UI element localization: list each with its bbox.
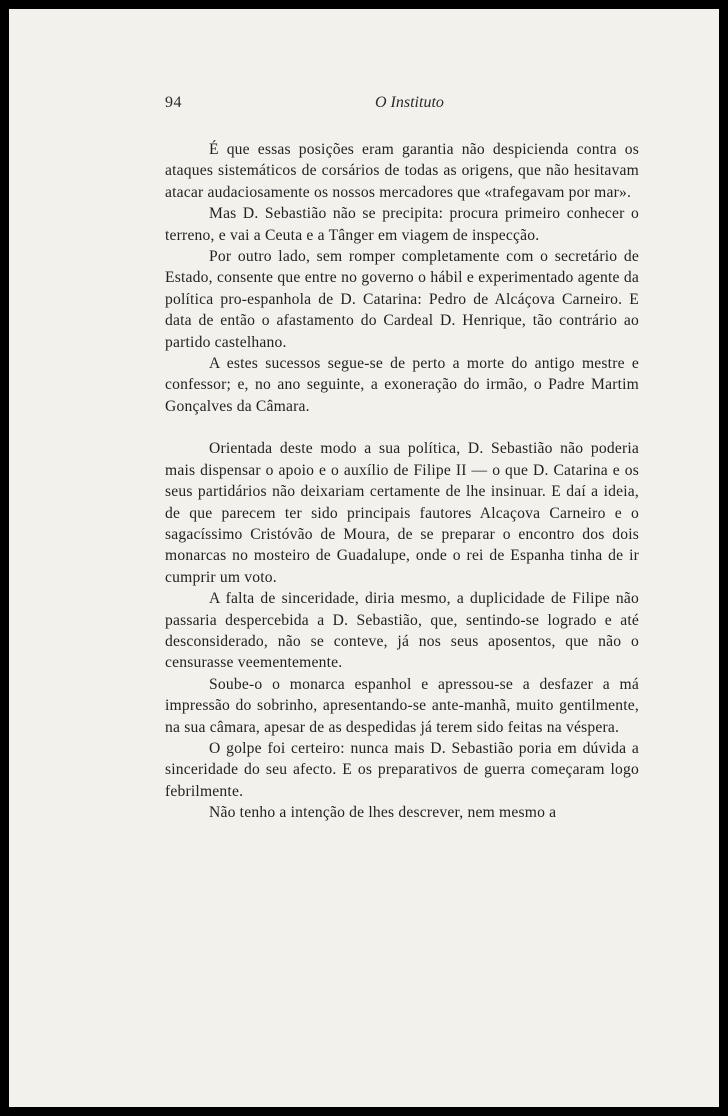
paragraph: Soube-o o monarca espanhol e apressou-se a desfazer a má impressão do sobrinho, apresentando-se ante-manhã, muito gentilmente, na sua câmara, apesar de as despedidas já terem sido feitas na véspera.	[165, 675, 639, 736]
paragraph: O golpe foi certeiro: nunca mais D. Sebastião poria em dúvida a sinceridade do seu afecto. E os preparativos de guerra começaram logo febrilmente.	[165, 739, 639, 800]
paragraph: Orientada deste modo a sua política, D. Sebastião não poderia mais dispensar o apoio e o auxílio de Filipe II — o que D. Catarina e os seus partidários não deixariam certamente de lhe insinuar. E daí a ideia, de que parecem ter sido principais fautores Alcaçova Carneiro e o sagacíssimo Cristóvão de Moura, de se preparar o encontro dos dois monarcas no mosteiro de Guadalupe, onde o rei de Espanha tinha de ir cumprir um voto.	[165, 440, 639, 586]
page-header	[165, 94, 471, 116]
body-text	[165, 139, 639, 824]
page-number: 94	[165, 94, 182, 111]
paragraph: A falta de sinceridade, diria mesmo, a duplicidade de Filipe não passaria despercebida a D. Sebastião, que, sentindo-se logrado e até desconsiderado, não se conteve, já nos seus aposentos, que não o censurasse veementemente.	[165, 590, 639, 672]
paragraph: Não tenho a intenção de lhes descrever, nem mesmo a	[209, 804, 557, 822]
paragraph: Por outro lado, sem romper completamente com o secretário de Estado, consente que entre no governo o hábil e experimentado agente da política pro-espanhola de D. Catarina: Pedro de Alcáçova Carneiro. E data de então o afastamento do Cardeal D. Henrique, tão contrário ao partido castelhano.	[165, 248, 639, 351]
paragraph: É que essas posições eram garantia não despicienda contra os ataques sistemáticos de corsários de todas as origens, que não hesitavam atacar audaciosamente os nossos mercadores que «trafegavam por mar».	[165, 141, 639, 201]
running-title: O Instituto	[375, 94, 444, 111]
paragraph: Mas D. Sebastião não se precipita: procura primeiro conhecer o terreno, e vai a Ceuta e a Tânger em viagem de inspecção.	[165, 205, 639, 244]
paragraph: A estes sucessos segue-se de perto a morte do antigo mestre e confessor; e, no ano seguinte, a exoneração do irmão, o Padre Martim Gonçalves da Câmara.	[165, 355, 639, 415]
book-page	[9, 9, 719, 1107]
